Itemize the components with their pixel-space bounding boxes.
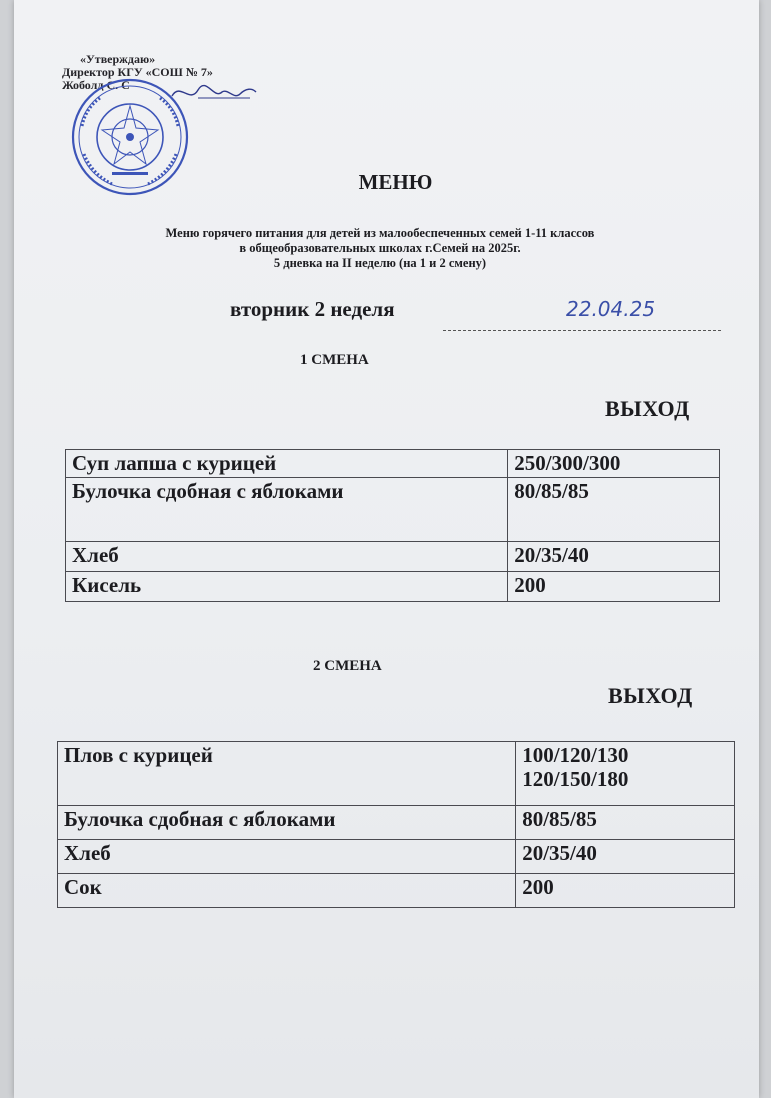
shift-2-label: 2 СМЕНА: [313, 658, 382, 674]
dish-cell: Булочка сдобная с яблоками: [66, 478, 508, 542]
document-title: МЕНЮ: [358, 170, 433, 194]
date-dashed-line: [443, 330, 721, 331]
dish-cell: Сок: [58, 874, 516, 908]
output-cell: 200: [516, 874, 735, 908]
dish-cell: Булочка сдобная с яблоками: [58, 806, 516, 840]
shift-1-table: [65, 449, 720, 602]
output-value-2: 120/150/180: [522, 767, 629, 791]
table-row: [58, 742, 735, 806]
table-row: [58, 806, 735, 840]
approval-line-3: Жоболд С. С: [62, 78, 130, 92]
dish-cell: Хлеб: [58, 840, 516, 874]
output-cell: 80/85/85: [516, 806, 735, 840]
handwritten-date: [560, 296, 680, 326]
shift-1-output-label: ВЫХОД: [605, 396, 690, 421]
output-cell: 80/85/85: [508, 478, 720, 542]
subtitle-line-1: Меню горячего питания для детей из малообеспеченных семей 1-11 классов: [165, 226, 595, 240]
dish-cell: Кисель: [66, 572, 508, 602]
output-cell: 20/35/40: [516, 840, 735, 874]
output-cell: 250/300/300: [508, 450, 720, 478]
approval-line-1: «Утверждаю»: [80, 52, 156, 66]
dish-cell: Хлеб: [66, 542, 508, 572]
svg-text:22.04.25: 22.04.25: [566, 297, 656, 321]
dish-cell: Плов с курицей: [58, 742, 516, 806]
table-row: [58, 874, 735, 908]
table-row: [66, 572, 720, 602]
subtitle-line-2: в общеобразовательных школах г.Семей на 2025г.: [239, 241, 521, 255]
table-row: [66, 542, 720, 572]
table-row: [58, 840, 735, 874]
shift-1-label: 1 СМЕНА: [300, 352, 369, 368]
day-title: вторник 2 неделя: [230, 297, 395, 321]
output-value-1: 100/120/130: [522, 743, 629, 767]
subtitle-line-3: 5 дневка на II неделю (на 1 и 2 смену): [273, 256, 487, 270]
output-cell: 20/35/40: [508, 542, 720, 572]
director-signature: [168, 78, 258, 108]
table-row: [66, 478, 720, 542]
shift-2-output-label: ВЫХОД: [608, 683, 693, 708]
output-cell: 200: [508, 572, 720, 602]
document-subtitle: [100, 226, 660, 271]
shift-2-table: [57, 741, 735, 908]
approval-line-2: Директор КГУ «СОШ № 7»: [62, 65, 213, 79]
output-cell: [516, 742, 735, 806]
table-row: [66, 450, 720, 478]
dish-cell: Суп лапша с курицей: [66, 450, 508, 478]
